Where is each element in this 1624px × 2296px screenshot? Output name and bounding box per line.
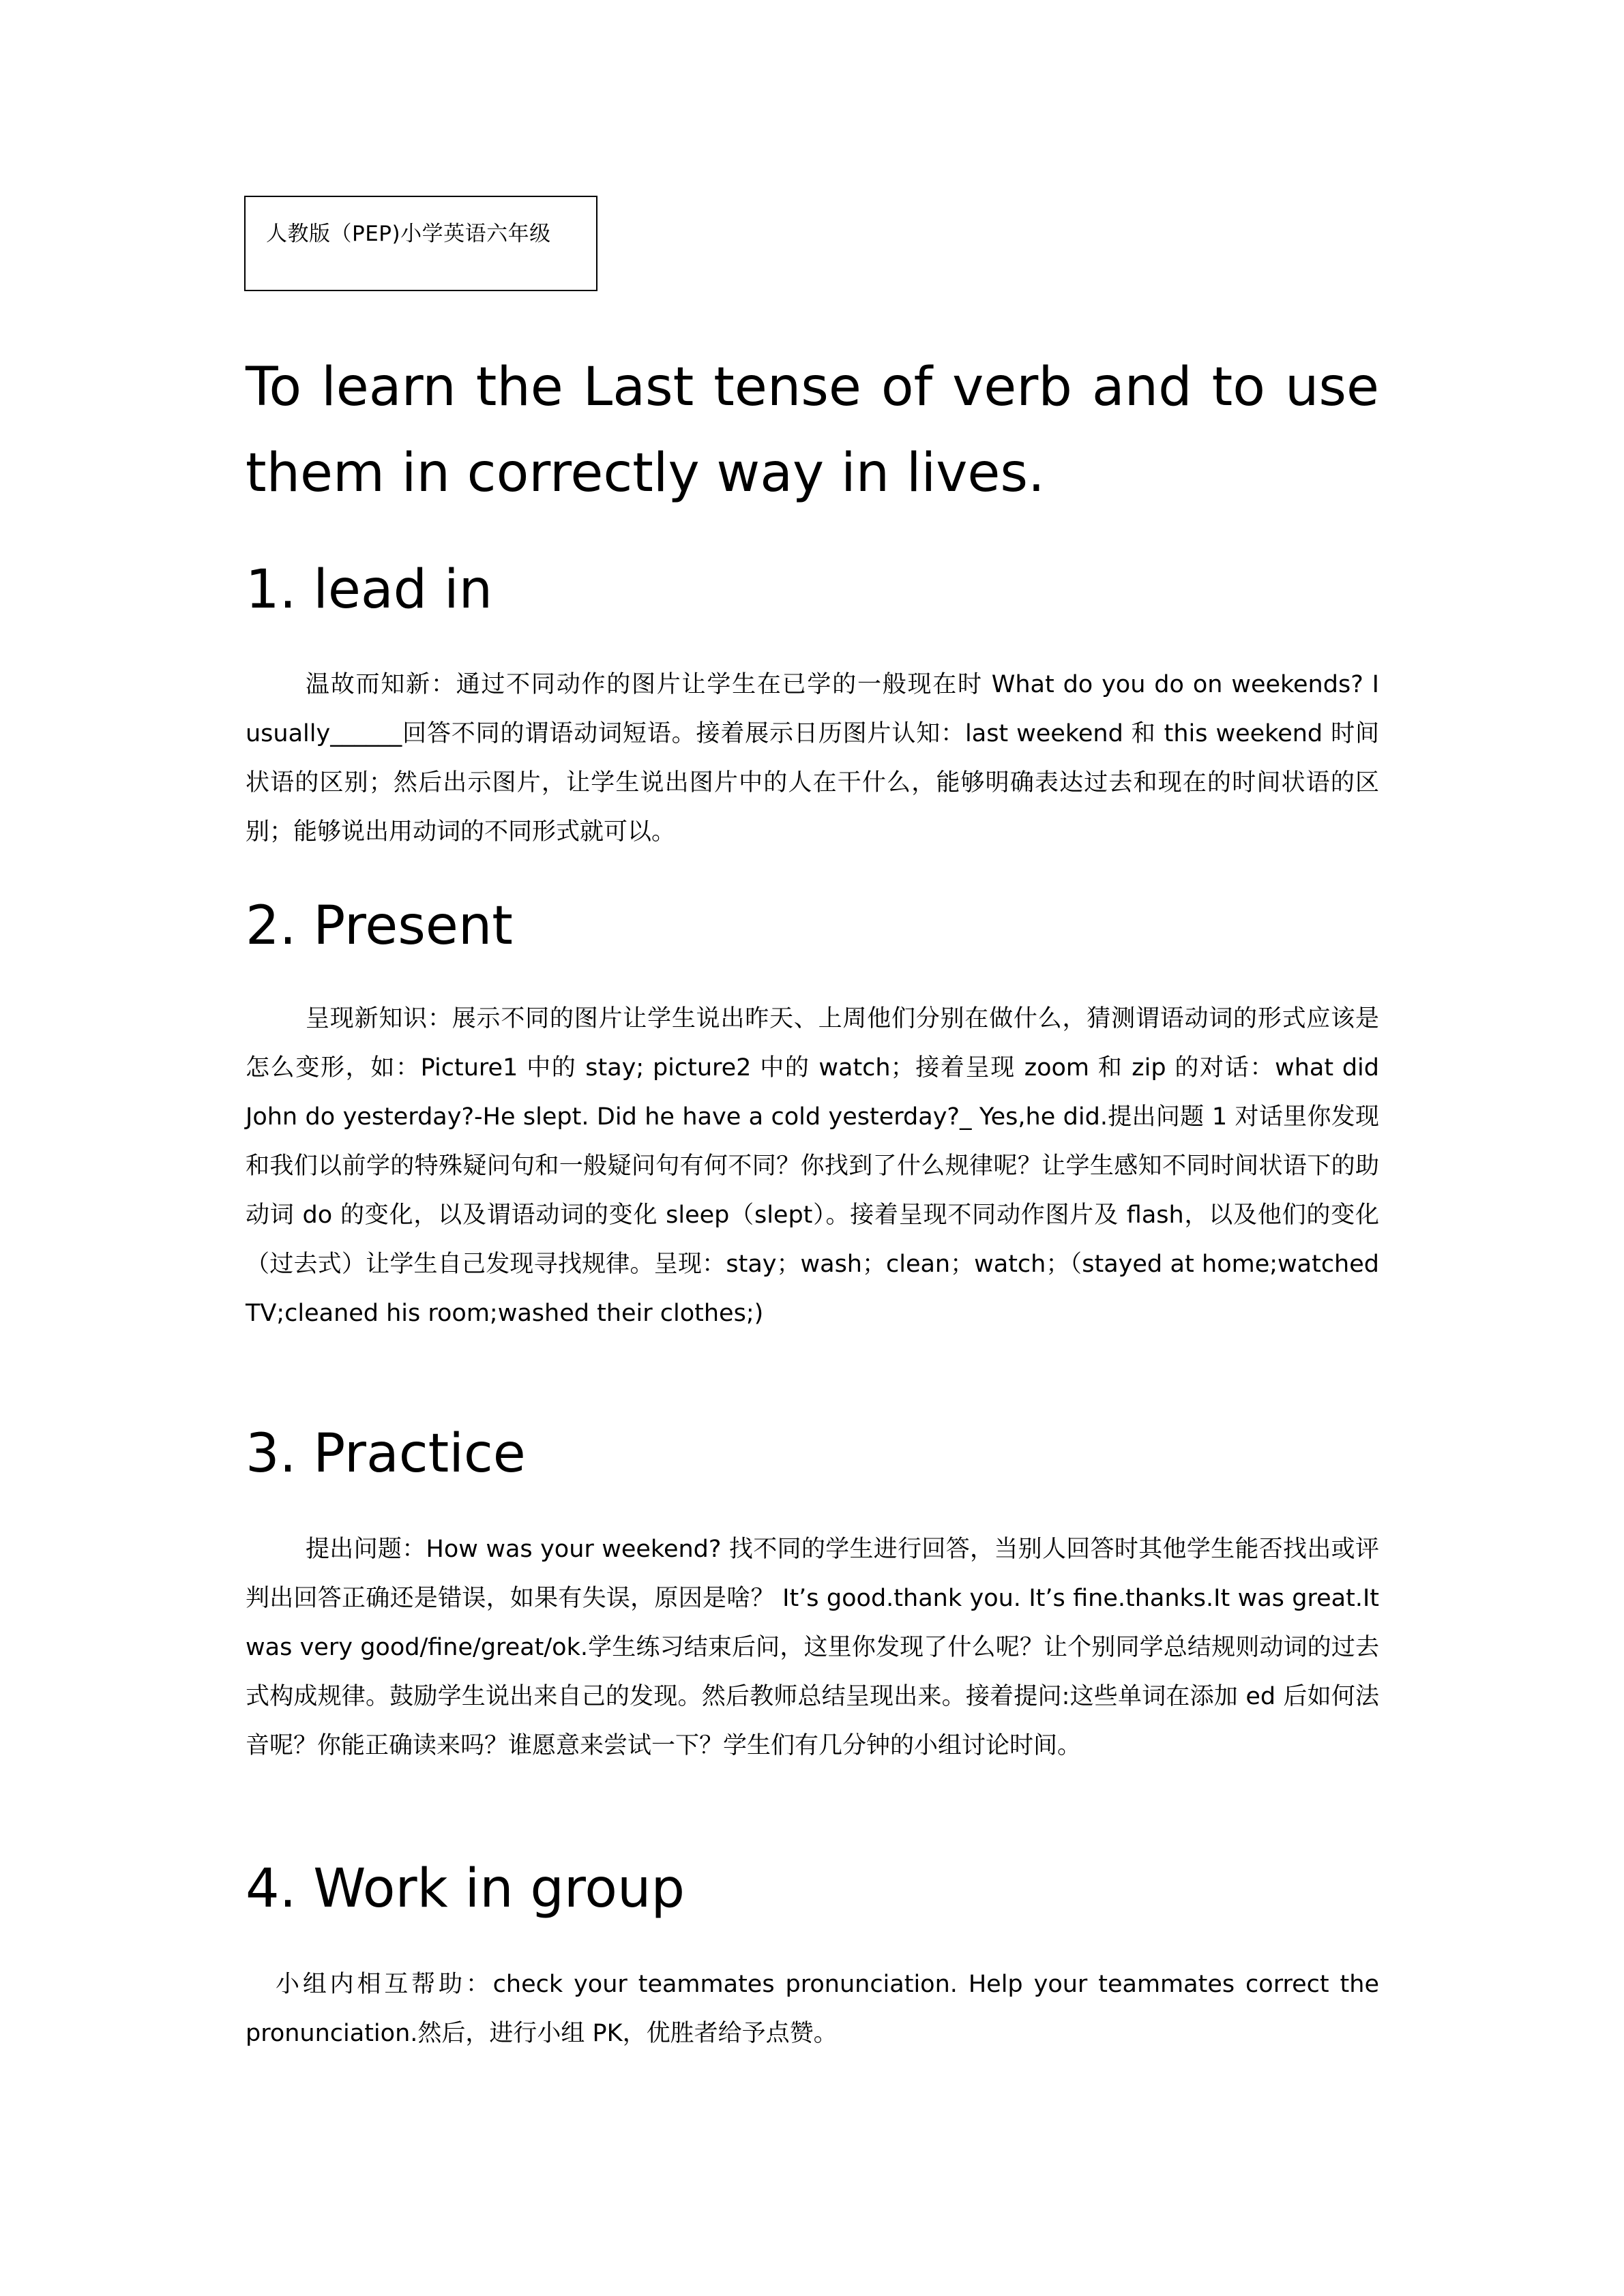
textbook-label-box: 人教版（PEP)小学英语六年级 <box>244 196 597 291</box>
section-heading-work-in-group: 4. Work in group <box>246 1858 685 1920</box>
section-heading-practice: 3. Practice <box>246 1423 526 1485</box>
section-heading-present: 2. Present <box>246 895 513 957</box>
section-body-present: 呈现新知识：展示不同的图片让学生说出昨天、上周他们分别在做什么，猜测谓语动词的形式应该是怎么变形，如：Picture1 中的 stay; picture2 中的 watch；接着呈现 zoom 和 zip 的对话：what did John do yesterday?-He slept. Did he have a cold yesterday?_ Yes,he did.提出问题 1 对话里你发现和我们以前学的特殊疑问句和一般疑问句有何不同？你找到了什么规律呢？让学生感知不同时间状语下的助动词 do 的变化，以及谓语动词的变化 sleep（slept）。接着呈现不同动作图片及 flash，以及他们的变化（过去式）让学生自己发现寻找规律。呈现：stay；wash；clean；watch；（stayed at home;watched TV;cleaned his room;washed their clothes;) <box>246 1005 1379 1327</box>
document-title: To learn the Last tense of verb and to use them in correctly way in lives. <box>246 357 1379 504</box>
section-body-work-in-group: 小组内相互帮助：check your teammates pronunciation. Help your teammates correct the pronunciation.然后，进行小组 PK，优胜者给予点赞。 <box>246 1971 1379 2047</box>
section-heading-lead-in: 1. lead in <box>246 559 493 621</box>
section-body-practice: 提出问题：How was your weekend? 找不同的学生进行回答，当别人回答时其他学生能否找出或评判出回答正确还是错误，如果有失误，原因是啥？ It’s good.thank you. It’s fine.thanks.It was great.It was very good/fine/great/ok.学生练习结束后问，这里你发现了什么呢？让个别同学总结规则动词的过去式构成规律。鼓励学生说出来自己的发现。然后教师总结呈现出来。接着提问:这些单词在添加 ed 后如何法音呢？你能正确读来吗？谁愿意来尝试一下？学生们有几分钟的小组讨论时间。 <box>246 1536 1379 1759</box>
section-body-lead-in: 温故而知新：通过不同动作的图片让学生在已学的一般现在时 What do you do on weekends? I usually______回答不同的谓语动词短语。接着展示日历图片认知：last weekend 和 this weekend 时间状语的区别；然后出示图片，让学生说出图片中的人在干什么，能够明确表达过去和现在的时间状语的区别；能够说出用动词的不同形式就可以。 <box>246 671 1379 846</box>
